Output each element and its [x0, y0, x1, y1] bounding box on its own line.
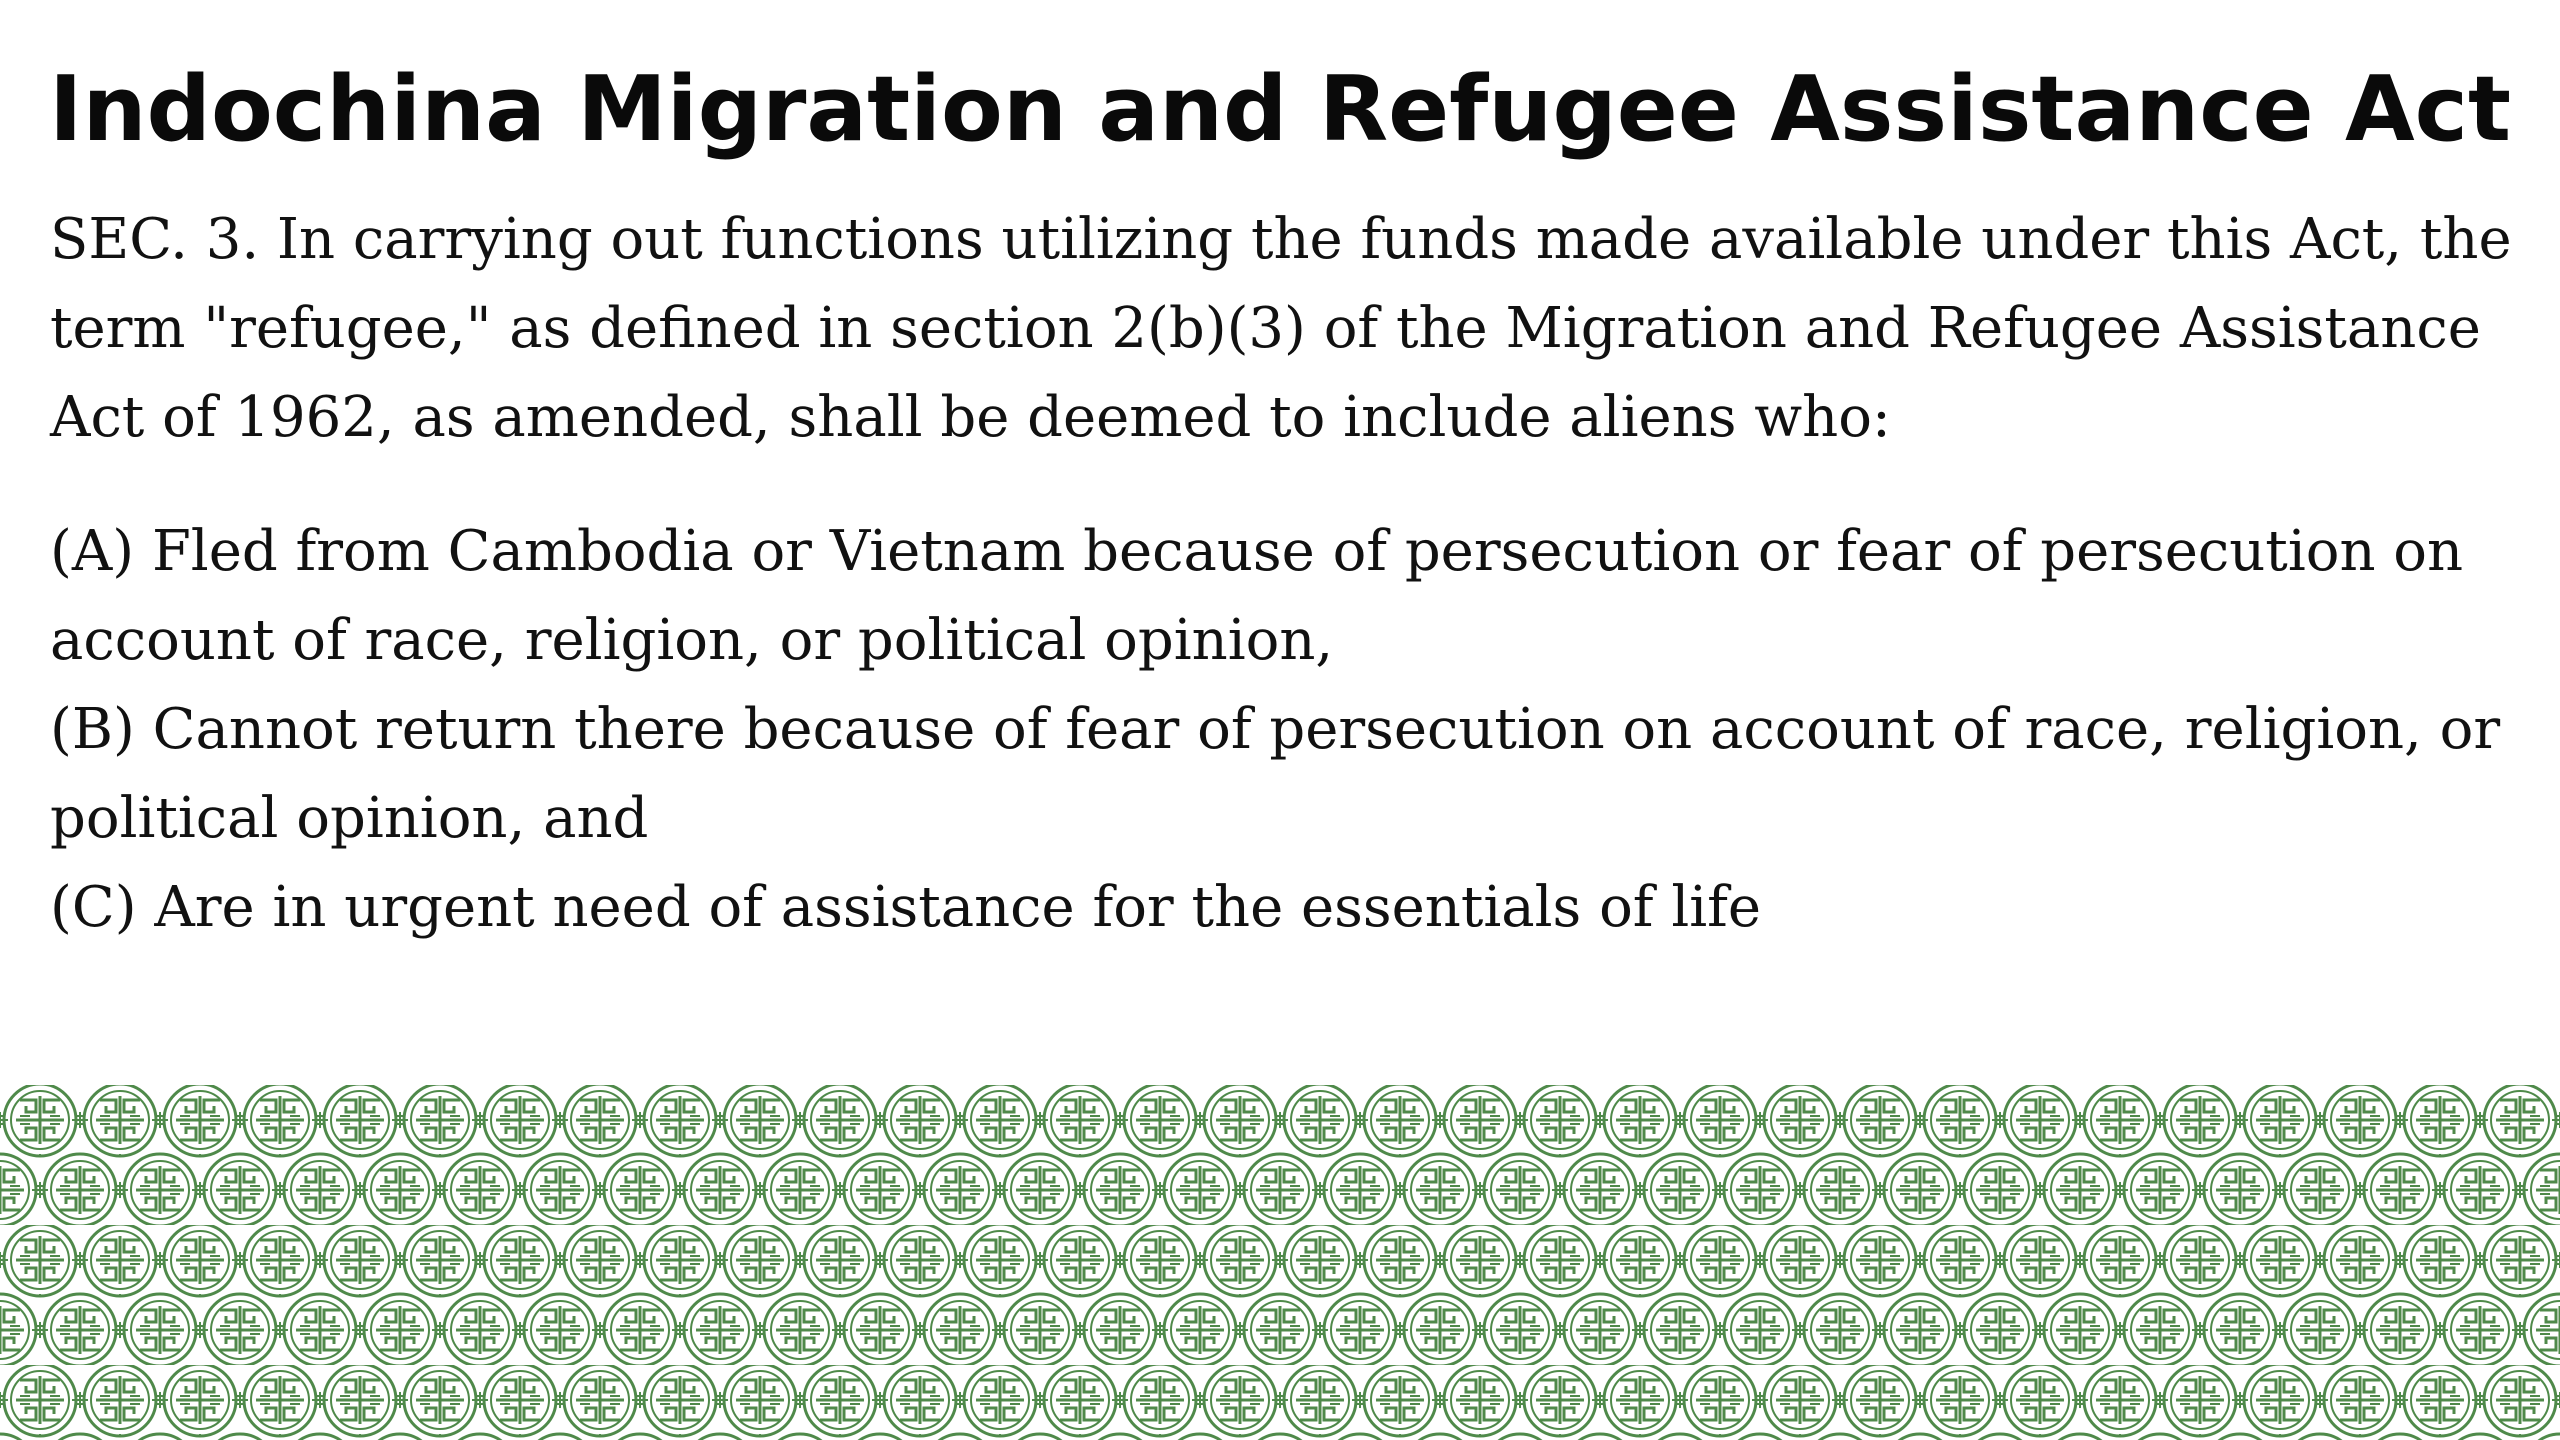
longevity-medallion-pattern-icon	[0, 1085, 2560, 1440]
list-item-b: (B) Cannot return there because of fear of persecution on account of race, religion, or political opinion, and	[50, 697, 2501, 851]
section-intro: SEC. 3. In carrying out functions utilizing the funds made available under this Act, the term "refugee," as defined in section 2(b)(3) of the Migration and Refugee Assistance Act of 1962, as amended, shall be deemed to include aliens who:	[50, 207, 2512, 450]
slide-body	[50, 195, 2520, 952]
list-item-c: (C) Are in urgent need of assistance for the essentials of life	[50, 875, 1762, 940]
list-item-a: (A) Fled from Cambodia or Vietnam because of persecution or fear of persecution on account of race, religion, or political opinion,	[50, 519, 2464, 673]
slide-title: Indochina Migration and Refugee Assistance Act	[48, 57, 2512, 162]
